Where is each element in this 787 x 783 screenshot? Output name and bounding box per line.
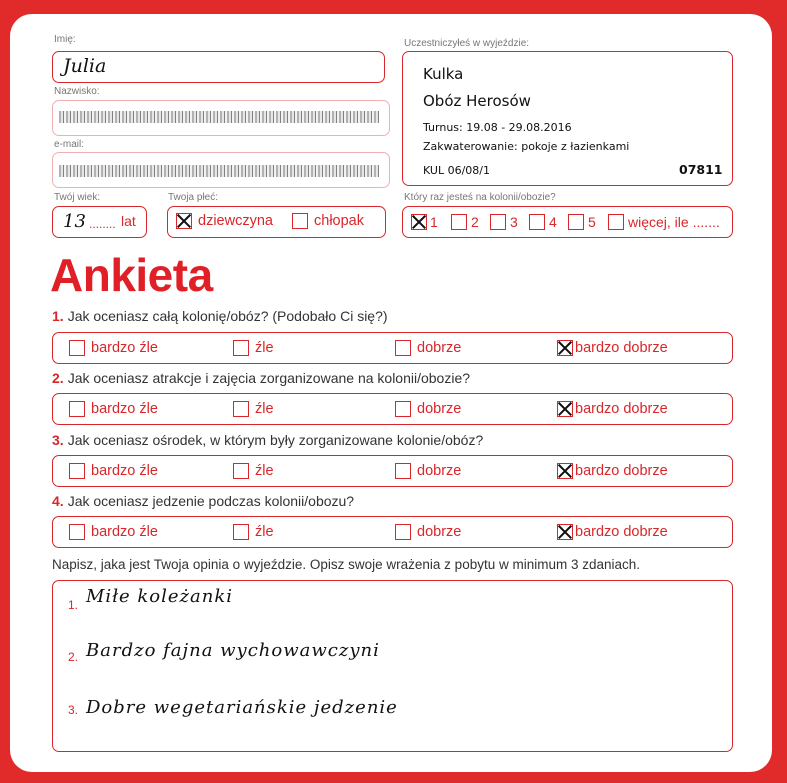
camp-name: Kulka bbox=[423, 65, 464, 83]
times-label: Który raz jesteś na kolonii/obozie? bbox=[404, 192, 556, 203]
checkbox[interactable] bbox=[568, 214, 584, 230]
checkbox[interactable] bbox=[395, 463, 411, 479]
checkbox[interactable] bbox=[395, 340, 411, 356]
rating-2-zle[interactable]: źle bbox=[233, 401, 274, 417]
rating-row-1 bbox=[52, 332, 733, 364]
rating-4-bardzo-dobrze[interactable]: bardzo dobrze bbox=[557, 524, 668, 540]
checkbox[interactable] bbox=[69, 524, 85, 540]
opinion-prompt: Napisz, jaka jest Twoja opinia o wyjeździe. Opisz swoje wrażenia z pobytu w minimum 3 zdaniach. bbox=[52, 557, 641, 572]
times-field bbox=[402, 206, 733, 238]
opinion-text-1: Miłe koleżanki bbox=[86, 586, 234, 607]
surname-label: Nazwisko: bbox=[54, 86, 100, 97]
name-value: Julia bbox=[63, 55, 107, 77]
camp-title: Obóz Herosów bbox=[423, 92, 531, 110]
question-1: 1. Jak oceniasz całą kolonię/obóz? (Podobało Ci się?) bbox=[52, 308, 388, 324]
checkbox[interactable] bbox=[233, 401, 249, 417]
checkbox-checked[interactable] bbox=[557, 340, 573, 356]
rating-1-zle[interactable]: źle bbox=[233, 340, 274, 356]
checkbox[interactable] bbox=[451, 214, 467, 230]
opinion-number-2: 2. bbox=[68, 650, 79, 664]
rating-3-zle[interactable]: źle bbox=[233, 463, 274, 479]
times-option-5[interactable]: 5 bbox=[568, 213, 596, 230]
name-field[interactable] bbox=[52, 51, 385, 83]
age-label: Twój wiek: bbox=[54, 192, 101, 203]
email-label: e-mail: bbox=[54, 139, 85, 150]
question-2: 2. Jak oceniasz atrakcje i zajęcia zorganizowane na kolonii/obozie? bbox=[52, 370, 471, 386]
checkbox[interactable] bbox=[490, 214, 506, 230]
gender-option-boy[interactable]: chłopak bbox=[292, 213, 364, 229]
opinion-number-1: 1. bbox=[68, 598, 79, 612]
age-field[interactable] bbox=[52, 206, 147, 238]
opinion-number-3: 3. bbox=[68, 703, 79, 717]
age-value: 13 bbox=[63, 211, 86, 232]
checkbox[interactable] bbox=[233, 524, 249, 540]
name-label: Imię: bbox=[54, 34, 76, 45]
rating-4-zle[interactable]: źle bbox=[233, 524, 274, 540]
checkbox-checked[interactable] bbox=[176, 213, 192, 229]
camp-ticket bbox=[402, 51, 733, 186]
checkbox[interactable] bbox=[69, 340, 85, 356]
question-4: 4. Jak oceniasz jedzenie podczas kolonii/obozu? bbox=[52, 493, 355, 509]
checkbox[interactable] bbox=[292, 213, 308, 229]
rating-4-dobrze[interactable]: dobrze bbox=[395, 524, 461, 540]
gender-label: Twoja płeć: bbox=[168, 192, 219, 203]
opinion-text-2: Bardzo fajna wychowawczyni bbox=[86, 640, 380, 661]
times-option-2[interactable]: 2 bbox=[451, 213, 479, 230]
checkbox[interactable] bbox=[69, 401, 85, 417]
surname-field[interactable] bbox=[52, 100, 390, 136]
rating-2-bardzo-zle[interactable]: bardzo źle bbox=[69, 401, 158, 417]
rating-1-bardzo-zle[interactable]: bardzo źle bbox=[69, 340, 158, 356]
times-option-1[interactable]: 1 bbox=[411, 213, 438, 230]
checkbox[interactable] bbox=[395, 401, 411, 417]
checkbox[interactable] bbox=[233, 340, 249, 356]
camp-code: KUL 06/08/1 bbox=[423, 164, 490, 177]
participant-label: Uczestniczyłeś w wyjeździe: bbox=[404, 38, 530, 49]
page-title: Ankieta bbox=[50, 249, 213, 301]
checkbox-checked[interactable] bbox=[411, 214, 427, 230]
checkbox[interactable] bbox=[233, 463, 249, 479]
opinion-text-3: Dobre wegetariańskie jedzenie bbox=[86, 697, 398, 718]
rating-2-dobrze[interactable]: dobrze bbox=[395, 401, 461, 417]
rating-1-bardzo-dobrze[interactable]: bardzo dobrze bbox=[557, 340, 668, 356]
email-field[interactable] bbox=[52, 152, 390, 188]
surname-redacted bbox=[59, 111, 379, 123]
age-dots: ........ bbox=[89, 217, 116, 231]
turnus: Turnus: 19.08 - 29.08.2016 bbox=[423, 121, 572, 134]
gender-option-girl[interactable]: dziewczyna bbox=[176, 213, 273, 229]
checkbox-checked[interactable] bbox=[557, 401, 573, 417]
rating-3-bardzo-zle[interactable]: bardzo źle bbox=[69, 463, 158, 479]
gender-field bbox=[167, 206, 386, 238]
rating-row-3 bbox=[52, 455, 733, 487]
question-3: 3. Jak oceniasz ośrodek, w którym były zorganizowane kolonie/obóz? bbox=[52, 432, 484, 448]
rating-row-4 bbox=[52, 516, 733, 548]
checkbox-checked[interactable] bbox=[557, 463, 573, 479]
rating-3-dobrze[interactable]: dobrze bbox=[395, 463, 461, 479]
rating-3-bardzo-dobrze[interactable]: bardzo dobrze bbox=[557, 463, 668, 479]
checkbox-checked[interactable] bbox=[557, 524, 573, 540]
times-option-4[interactable]: 4 bbox=[529, 213, 557, 230]
times-option-3[interactable]: 3 bbox=[490, 213, 518, 230]
times-option-more[interactable]: więcej, ile ....... bbox=[608, 213, 720, 230]
rating-4-bardzo-zle[interactable]: bardzo źle bbox=[69, 524, 158, 540]
rating-1-dobrze[interactable]: dobrze bbox=[395, 340, 461, 356]
accommodation: Zakwaterowanie: pokoje z łazienkami bbox=[423, 140, 630, 153]
checkbox[interactable] bbox=[395, 524, 411, 540]
rating-2-bardzo-dobrze[interactable]: bardzo dobrze bbox=[557, 401, 668, 417]
checkbox[interactable] bbox=[69, 463, 85, 479]
checkbox[interactable] bbox=[529, 214, 545, 230]
camp-number: 07811 bbox=[679, 162, 723, 177]
email-redacted bbox=[59, 165, 379, 177]
checkbox[interactable] bbox=[608, 214, 624, 230]
rating-row-2 bbox=[52, 393, 733, 425]
age-unit: lat bbox=[121, 213, 136, 229]
